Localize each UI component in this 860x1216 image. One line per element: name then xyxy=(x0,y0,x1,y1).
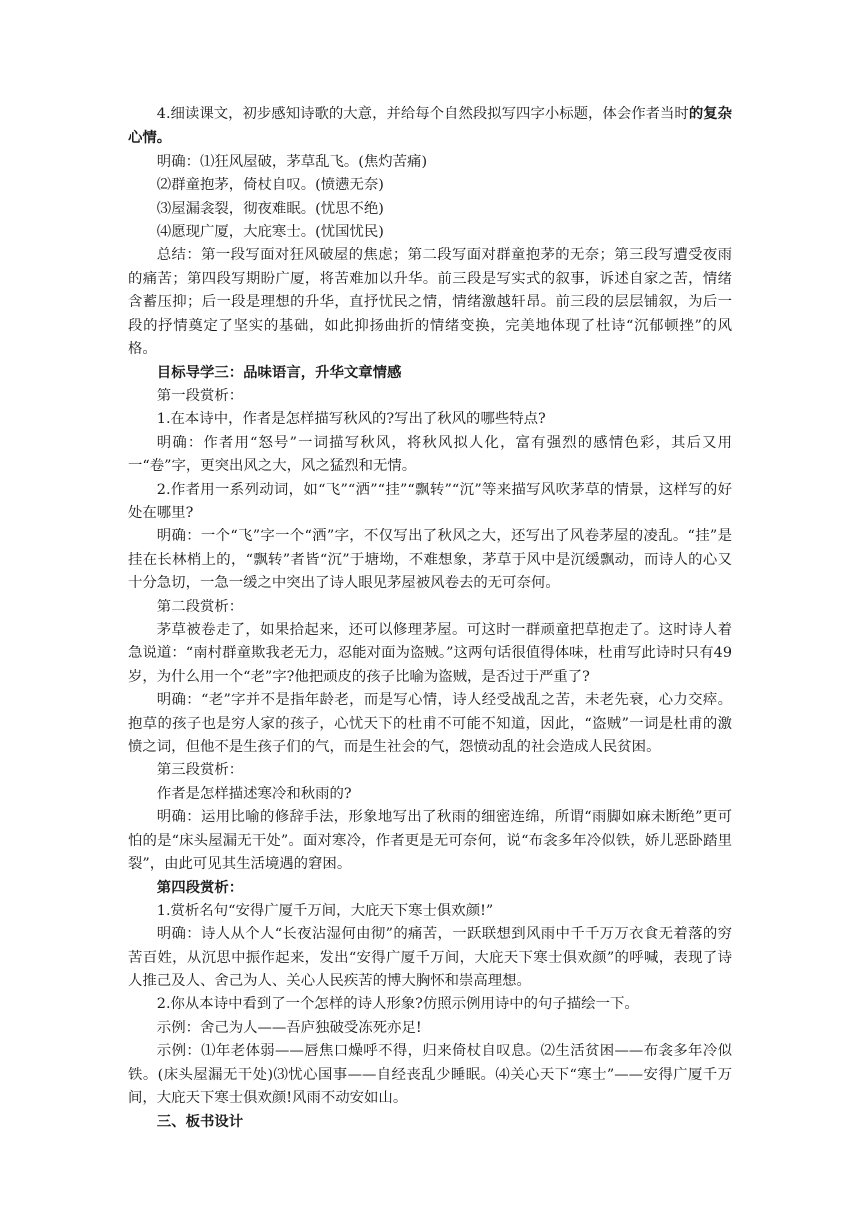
paragraph-1: 4.细读课文，初步感知诗歌的大意，并给每个自然段拟写四字小标题，体会作者当时的复杂心情。 xyxy=(128,105,732,147)
section-heading-board-design: 三、板书设计 xyxy=(156,1113,244,1131)
paragraph-10: 2.作者用一系列动词，如“飞”“洒”“挂”“飘转”“沉”等来描写风吹茅草的情景，这样写的好处在哪里? xyxy=(128,481,732,521)
paragraph-15: 第三段赏析： xyxy=(156,762,244,779)
paragraph-23: 示例：⑴年老体弱——唇焦口燥呼不得，归来倚杖自叹息。⑵生活贫困——布衾多年冷似铁。(床头屋漏无干处)⑶忧心国事——自经丧乱少睡眠。⑷关心天下“寒士”——安得广厦千万间，大庇天下寒士俱欢颜!风雨不动安如山。 xyxy=(128,1043,732,1107)
paragraph-12: 第二段赏析： xyxy=(156,598,244,615)
paragraph-8: 1.在本诗中，作者是怎样描写秋风的?写出了秋风的哪些特点? xyxy=(156,411,546,428)
paragraph-14: 明确：“老”字并不是指年龄老，而是写心情，诗人经受战乱之苦，未老先衰，心力交瘁。抱草的孩子也是穷人家的孩子，心忧天下的杜甫不可能不知道，因此，“盗贼”一词是杜甫的激愤之词，但他不是生孩子们的气，而是生社会的气，怨愤动乱的社会造成人民贫困。 xyxy=(128,692,732,755)
paragraph-7: 第一段赏析： xyxy=(156,387,244,404)
paragraph-20: 明确：诗人从个人“长夜沾湿何由彻”的痛苦，一跃联想到风雨中千千万万衣食无着落的穷苦百姓，从沉思中振作起来，发出“安得广厦千万间，大庇天下寒士俱欢颜”的呼喊，表现了诗人推己及人、舍己为人、关心人民疾苦的博大胸怀和崇高理想。 xyxy=(128,926,732,990)
section-heading-para-4: 第四段赏析： xyxy=(156,879,244,897)
paragraph-9: 明确：作者用“怒号”一词描写秋风，将秋风拟人化，富有强烈的感情色彩，其后又用一“卷”字，更突出风之大，风之猛烈和无情。 xyxy=(128,434,732,475)
summary-paragraph: 总结：第一段写面对狂风破屋的焦虑；第二段写面对群童抱茅的无奈；第三段写遭受夜雨的痛苦；第四段写期盼广厦，将苦难加以升华。前三段是写实式的叙事，诉述自家之苦，情绪含蓄压抑；后一段是理想的升华，直抒忧民之情，情绪激越轩昂。前三段的层层铺叙，为后一段的抒情奠定了坚实的基础，如此抑扬曲折的情绪变换，完美地体现了杜诗“沉郁顿挫”的风格。 xyxy=(128,247,732,358)
paragraph-3: ⑵群童抱茅，倚杖自叹。(愤懑无奈) xyxy=(156,177,384,194)
paragraph-16: 作者是怎样描述寒冷和秋雨的? xyxy=(156,785,352,802)
paragraph-2: 明确：⑴狂风屋破，茅草乱飞。(焦灼苦痛) xyxy=(156,153,428,170)
paragraph-13: 茅草被卷走了，如果拾起来，还可以修理茅屋。可这时一群顽童把草抱走了。这时诗人着急说道：“南村群童欺我老无力，忍能对面为盗贼。”这两句话很值得体味，杜甫写此诗时只有49岁，为什么用一个“老”字?他把顽皮的孩子比喻为盗贼，是否过于严重了? xyxy=(128,621,732,685)
section-heading-goal-3: 目标导学三：品味语言，升华文章情感 xyxy=(156,364,402,382)
paragraph-21: 2.你从本诗中看到了一个怎样的诗人形象?仿照示例用诗中的句子描绘一下。 xyxy=(156,996,639,1013)
paragraph-5: ⑷愿现广厦，大庇寒士。(忧国忧民) xyxy=(156,224,384,241)
paragraph-19: 1.赏析名句“安得广厦千万间，大庇天下寒士俱欢颜!” xyxy=(156,902,494,919)
document-page xyxy=(128,102,732,1134)
paragraph-17: 明确：运用比喻的修辞手法，形象地写出了秋雨的细密连绵，所谓“雨脚如麻未断绝”更可怕的是“床头屋漏无干处”。面对寒冷，作者更是无可奈何，说“布衾多年冷似铁，娇儿恶卧踏里裂”，由此可见其生活境遇的窘困。 xyxy=(128,809,732,872)
paragraph-4: ⑶屋漏衾裂，彻夜难眠。(忧思不绝) xyxy=(156,200,384,217)
paragraph-22: 示例：舍己为人——吾庐独破受冻死亦足! xyxy=(156,1019,422,1036)
paragraph-11: 明确：一个“飞”字一个“洒”字，不仅写出了秋风之大，还写出了风卷茅屋的凌乱。“挂”是挂在长林梢上的，“飘转”者皆“沉”于塘坳，不难想象，茅草于风中是沉缓飘动，而诗人的心又十分急切，一急一缓之中突出了诗人眼见茅屋被风卷去的无可奈何。 xyxy=(128,528,732,592)
